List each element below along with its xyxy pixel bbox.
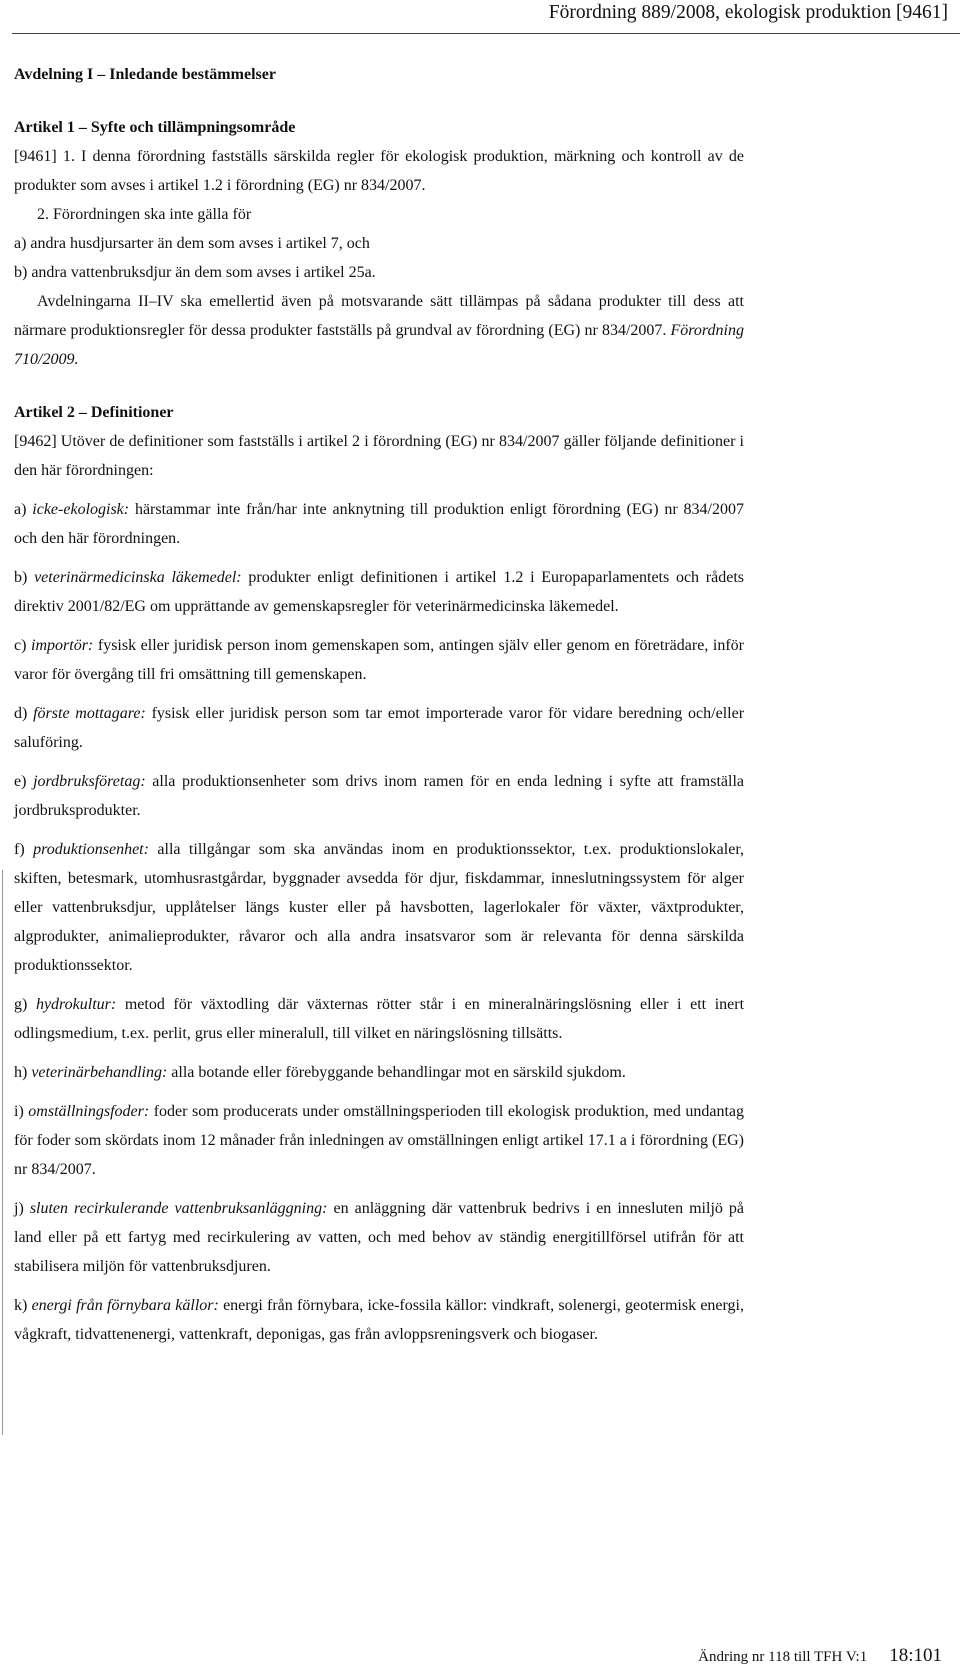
definition-prefix: k) — [14, 1297, 28, 1314]
definition-text: alla tillgångar som ska användas inom en produktionssektor, t.ex. produktionslokaler, skiften, betesmark, utomhusrastgårdar, byggnader avsedda för djur, fiskdammar, inneslutningssystem för alger eller vattenbruksdjur, upplåtelser längs kuster eller på havsbotten, lagerlokaler för växter, växtprodukter, algprodukter, animalieprodukter, råvaror och alla andra insatsvaror som är relevanta för denna särskilda produktionssektor. — [14, 841, 745, 974]
definition-text: härstammar inte från/har inte anknytning till produktion enligt förordning (EG) nr 834/2007 och den här förordningen. — [14, 501, 744, 547]
amendment-reference: Förordning 710/2009. — [14, 322, 744, 368]
definition-term: förste mottagare: — [33, 705, 146, 722]
definition-item — [14, 767, 744, 825]
running-title: Förordning 889/2008, ekologisk produktion [9461] — [548, 2, 948, 23]
definition-text: produkter enligt definitionen i artikel 1.2 i Europaparlamentets och rådets direktiv 2001/82/EG om upprättande av gemenskapsregler för veterinärmedicinska läkemedel. — [14, 569, 745, 615]
definition-term: jordbruksföretag: — [33, 773, 146, 790]
definition-text: alla botande eller förebyggande behandlingar mot en särskild sjukdom. — [171, 1064, 626, 1081]
definition-term: hydrokultur: — [35, 996, 117, 1013]
definition-item — [14, 563, 744, 621]
definition-item — [14, 835, 744, 980]
article2-intro: [9462] Utöver de definitioner som fastställs i artikel 2 i förordning (EG) nr 834/2007 gäller följande definitioner i den här förordningen: — [14, 433, 744, 479]
article1-heading: Artikel 1 – Syfte och tillämpningsområde — [14, 119, 296, 136]
definition-item — [14, 1058, 744, 1087]
definition-term: energi från förnybara källor: — [31, 1297, 219, 1314]
definition-item — [14, 990, 744, 1048]
definition-item — [14, 631, 744, 689]
page-number: 18:101 — [889, 1645, 942, 1666]
definition-prefix: d) — [14, 705, 28, 722]
definition-prefix: j) — [14, 1200, 24, 1217]
article1-item-b: b) andra vattenbruksdjur än dem som avses i artikel 25a. — [14, 264, 376, 281]
article1-paragraph2: 2. Förordningen ska inte gälla för — [37, 206, 252, 223]
definition-prefix: a) — [14, 501, 27, 518]
definition-prefix: g) — [14, 996, 28, 1013]
definition-prefix: b) — [14, 569, 28, 586]
definition-prefix: e) — [14, 773, 27, 790]
page-footer — [698, 1645, 942, 1667]
definition-term: veterinärmedicinska läkemedel: — [34, 569, 242, 586]
article2-heading: Artikel 2 – Definitioner — [14, 404, 174, 421]
definition-term: icke-ekologisk: — [32, 501, 130, 518]
article1-paragraph1: [9461] 1. I denna förordning fastställs särskilda regler för ekologisk produktion, märkning och kontroll av de produkter som avses i artikel 1.2 i förordning (EG) nr 834/2007. — [14, 148, 744, 194]
definition-prefix: c) — [14, 637, 27, 654]
definitions-list — [14, 495, 744, 1349]
article1-item-a: a) andra husdjursarter än dem som avses i artikel 7, och — [14, 235, 370, 252]
definition-text: fysisk eller juridisk person inom gemenskapen som, antingen själv eller genom en företrädare, inför varor för övergång till fri omsättning till gemenskapen. — [14, 637, 745, 683]
definition-term: produktionsenhet: — [33, 841, 149, 858]
footer-amendment: Ändring nr 118 till TFH V:1 — [698, 1649, 868, 1665]
definition-text: alla produktionsenheter som drivs inom ramen för en enda ledning i syfte att framställa jordbruksprodukter. — [14, 773, 744, 819]
definition-prefix: f) — [14, 841, 25, 858]
definition-item — [14, 1291, 744, 1349]
article1-paragraph3 — [14, 287, 744, 374]
definition-prefix: i) — [14, 1103, 24, 1120]
definition-text: fysisk eller juridisk person som tar emot importerade varor för vidare beredning och/eller saluföring. — [14, 705, 745, 751]
definition-term: veterinärbehandling: — [31, 1064, 168, 1081]
definition-text: foder som producerats under omställningsperioden till ekologisk produktion, med undantag för foder som skördats inom 12 månader från inledningen av omställningen enligt artikel 17.1 a i förordning (EG) nr 834/2007. — [14, 1103, 744, 1178]
definition-item — [14, 699, 744, 757]
document-body — [14, 60, 744, 1349]
definition-item — [14, 1097, 744, 1184]
definition-term: sluten recirkulerande vattenbruksanläggning: — [29, 1200, 328, 1217]
definition-term: omställningsfoder: — [28, 1103, 150, 1120]
definition-text: energi från förnybara, icke-fossila källor: vindkraft, solenergi, geotermisk energi, vågkraft, tidvattenenergi, vattenkraft, deponigas, gas från avloppsreningsverk och biogaser. — [14, 1297, 745, 1343]
definition-prefix: h) — [14, 1064, 28, 1081]
definition-term: importör: — [31, 637, 94, 654]
article1-paragraph3-text: Avdelningarna II–IV ska emellertid även på motsvarande sätt tillämpas på sådana produkter till dess att närmare produktionsregler för dessa produkter fastställs på grundval av förordning (EG) nr 834/2007. — [14, 293, 744, 339]
definition-text: metod för växtodling där växternas rötter står i en mineralnäringslösning eller i ett inert odlingsmedium, t.ex. perlit, grus eller mineralull, till vilket en näringslösning tillsätts. — [14, 996, 745, 1042]
running-header — [0, 0, 960, 34]
definition-text: en anläggning där vattenbruk bedrivs i en innesluten miljö på land eller på ett fartyg med recirkulering av vatten, och med behov av ständig energitillförsel utifrån för att stabilisera miljön för vattenbruksdjuren. — [14, 1200, 745, 1275]
division-heading: Avdelning I – Inledande bestämmelser — [14, 66, 276, 83]
definition-item — [14, 495, 744, 553]
margin-change-bar — [2, 870, 3, 1435]
definition-item — [14, 1194, 744, 1281]
header-rule — [12, 33, 960, 34]
